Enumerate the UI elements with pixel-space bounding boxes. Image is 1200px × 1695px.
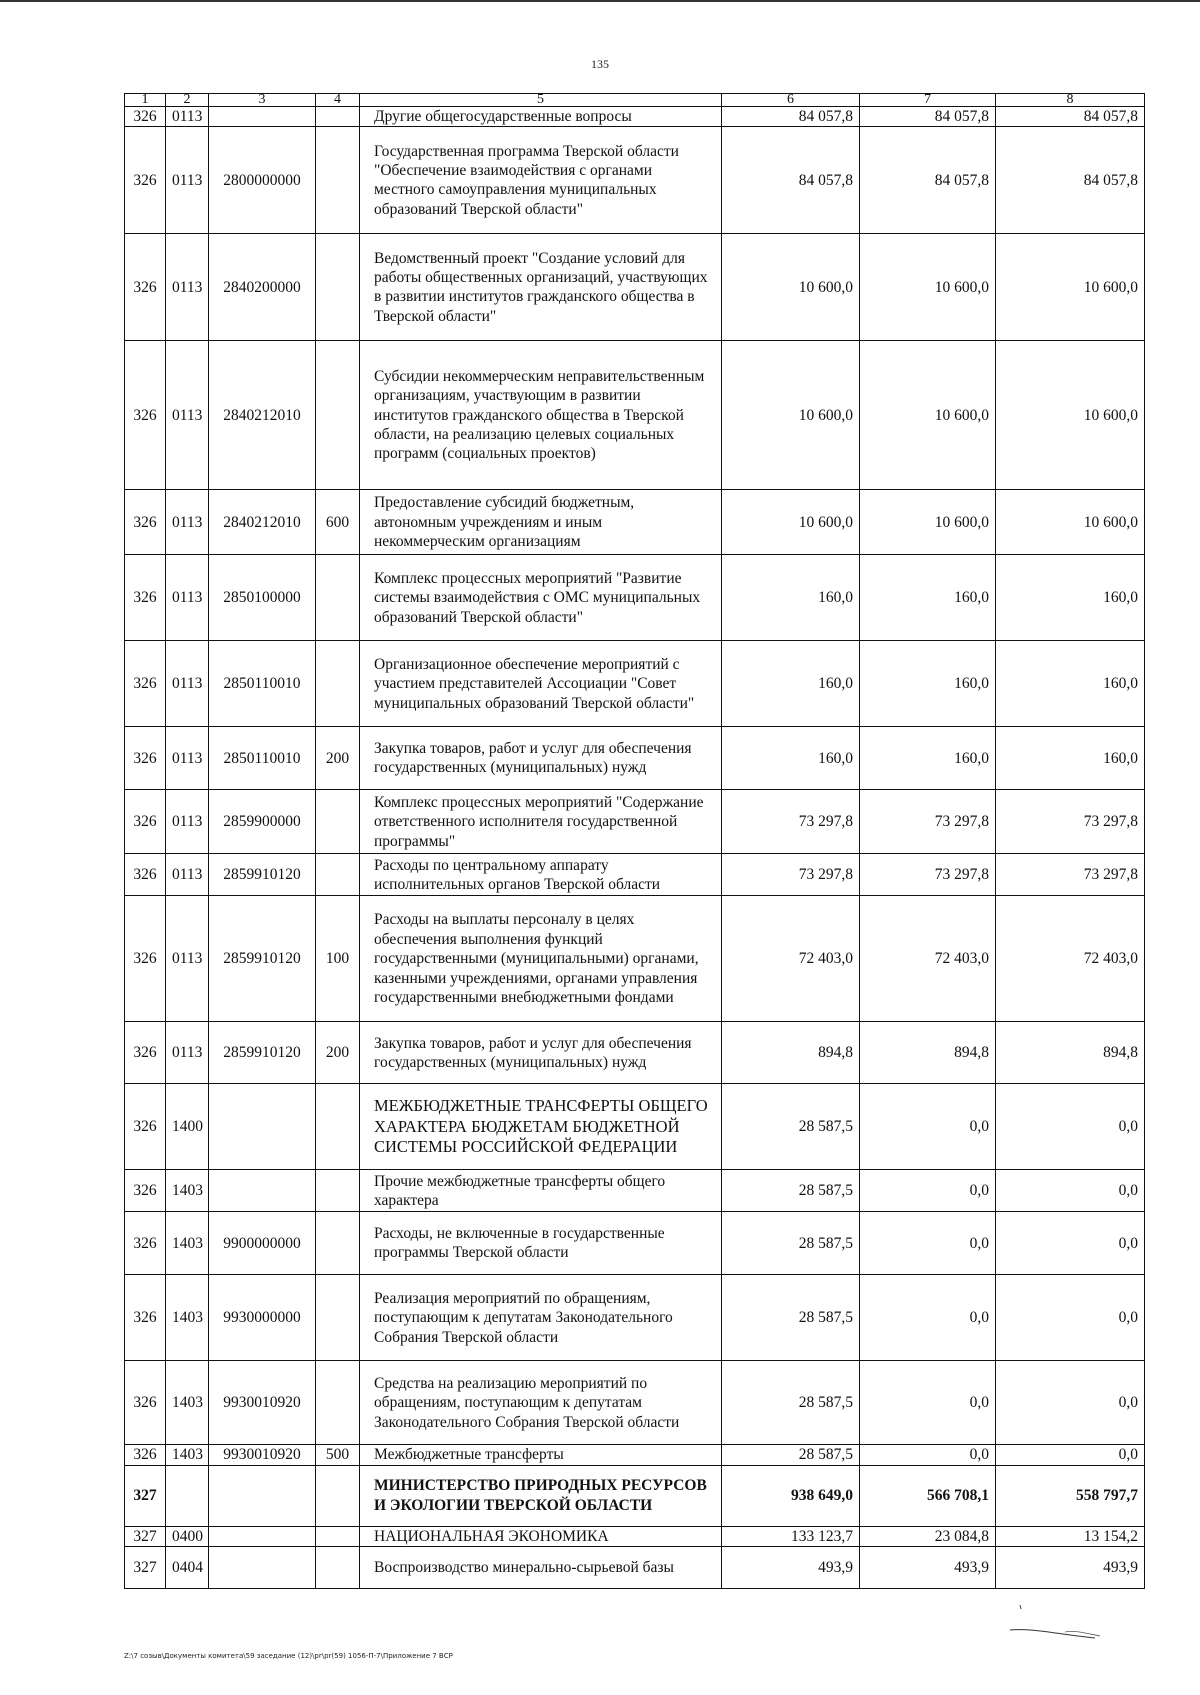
target-code-cell	[209, 1526, 316, 1546]
section-code-cell: 0400	[166, 1526, 209, 1546]
description-cell: Расходы, не включенные в государственные программы Тверской области	[360, 1212, 722, 1275]
expense-type-cell	[316, 1084, 360, 1170]
target-code-cell: 2840200000	[209, 234, 316, 341]
table-row	[125, 234, 1145, 341]
description-cell: Межбюджетные трансферты	[360, 1445, 722, 1465]
amount-2026-cell: 10 600,0	[860, 490, 996, 555]
table-row	[125, 896, 1145, 1022]
table-row	[125, 1465, 1145, 1526]
ministry-code-cell: 327	[125, 1526, 166, 1546]
section-code-cell: 0113	[166, 234, 209, 341]
expense-type-cell	[316, 1361, 360, 1445]
amount-2027-cell: 13 154,2	[996, 1526, 1145, 1546]
signature-mark	[1005, 1600, 1105, 1640]
amount-2027-cell: 84 057,8	[996, 107, 1145, 127]
amount-2025-cell: 84 057,8	[722, 127, 860, 234]
amount-2026-cell: 73 297,8	[860, 854, 996, 896]
expense-type-cell	[316, 1547, 360, 1589]
amount-2025-cell: 10 600,0	[722, 341, 860, 490]
ministry-code-cell: 326	[125, 107, 166, 127]
target-code-cell: 2859910120	[209, 896, 316, 1022]
table-row	[125, 727, 1145, 790]
table-row	[125, 555, 1145, 641]
target-code-cell: 9930010920	[209, 1445, 316, 1465]
description-cell: Другие общегосударственные вопросы	[360, 107, 722, 127]
section-code-cell: 0113	[166, 727, 209, 790]
amount-2026-cell: 84 057,8	[860, 107, 996, 127]
ministry-code-cell: 326	[125, 1170, 166, 1212]
amount-2025-cell: 938 649,0	[722, 1465, 860, 1526]
description-cell: Расходы на выплаты персоналу в целях обеспечения выполнения функций государственными (муниципальными) органами, казенными учреждениями, органами управления государственными внебюджетными фондами	[360, 896, 722, 1022]
section-code-cell: 0113	[166, 896, 209, 1022]
table-row	[125, 1170, 1145, 1212]
expense-type-cell	[316, 1526, 360, 1546]
amount-2027-cell: 10 600,0	[996, 341, 1145, 490]
description-cell: Закупка товаров, работ и услуг для обеспечения государственных (муниципальных) нужд	[360, 727, 722, 790]
amount-2026-cell: 0,0	[860, 1275, 996, 1361]
description-cell: Прочие межбюджетные трансферты общего характера	[360, 1170, 722, 1212]
ministry-code-cell: 326	[125, 854, 166, 896]
section-code-cell: 1403	[166, 1445, 209, 1465]
target-code-cell: 9930010920	[209, 1361, 316, 1445]
expense-type-cell	[316, 641, 360, 727]
amount-2026-cell: 23 084,8	[860, 1526, 996, 1546]
table-row	[125, 1275, 1145, 1361]
expense-type-cell	[316, 790, 360, 854]
amount-2025-cell: 10 600,0	[722, 234, 860, 341]
amount-2025-cell: 72 403,0	[722, 896, 860, 1022]
amount-2027-cell: 894,8	[996, 1022, 1145, 1084]
amount-2027-cell: 0,0	[996, 1275, 1145, 1361]
description-cell: Средства на реализацию мероприятий по обращениям, поступающим к депутатам Законодательного Собрания Тверской области	[360, 1361, 722, 1445]
ministry-code-cell: 326	[125, 896, 166, 1022]
amount-2026-cell: 894,8	[860, 1022, 996, 1084]
header-cell: 2	[166, 94, 209, 107]
section-code-cell: 0113	[166, 854, 209, 896]
table-row	[125, 490, 1145, 555]
amount-2026-cell: 160,0	[860, 641, 996, 727]
amount-2027-cell: 72 403,0	[996, 896, 1145, 1022]
table-row	[125, 1084, 1145, 1170]
description-cell: Предоставление субсидий бюджетным, автономным учреждениям и иным некоммерческим организациям	[360, 490, 722, 555]
expense-type-cell	[316, 854, 360, 896]
expense-type-cell	[316, 107, 360, 127]
target-code-cell	[209, 1170, 316, 1212]
target-code-cell: 9900000000	[209, 1212, 316, 1275]
amount-2025-cell: 493,9	[722, 1547, 860, 1589]
amount-2025-cell: 160,0	[722, 727, 860, 790]
target-code-cell	[209, 1547, 316, 1589]
amount-2025-cell: 133 123,7	[722, 1526, 860, 1546]
table-row	[125, 854, 1145, 896]
target-code-cell: 2800000000	[209, 127, 316, 234]
amount-2027-cell: 84 057,8	[996, 127, 1145, 234]
ministry-code-cell: 326	[125, 1022, 166, 1084]
expense-type-cell: 500	[316, 1445, 360, 1465]
header-cell: 8	[996, 94, 1145, 107]
ministry-code-cell: 326	[125, 1361, 166, 1445]
target-code-cell: 2850100000	[209, 555, 316, 641]
amount-2026-cell: 0,0	[860, 1212, 996, 1275]
section-code-cell: 1403	[166, 1361, 209, 1445]
description-cell: Реализация мероприятий по обращениям, поступающим к депутатам Законодательного Собрания Тверской области	[360, 1275, 722, 1361]
amount-2026-cell: 84 057,8	[860, 127, 996, 234]
section-code-cell: 0113	[166, 490, 209, 555]
amount-2025-cell: 73 297,8	[722, 854, 860, 896]
expense-type-cell	[316, 234, 360, 341]
amount-2027-cell: 73 297,8	[996, 854, 1145, 896]
target-code-cell	[209, 107, 316, 127]
table-row	[125, 1022, 1145, 1084]
ministry-code-cell: 326	[125, 1212, 166, 1275]
amount-2026-cell: 160,0	[860, 727, 996, 790]
ministry-code-cell: 326	[125, 490, 166, 555]
description-cell: Комплекс процессных мероприятий "Содержание ответственного исполнителя государственной программы"	[360, 790, 722, 854]
section-code-cell: 1400	[166, 1084, 209, 1170]
target-code-cell: 2840212010	[209, 490, 316, 555]
target-code-cell: 2850110010	[209, 641, 316, 727]
expense-type-cell: 200	[316, 727, 360, 790]
description-cell: МИНИСТЕРСТВО ПРИРОДНЫХ РЕСУРСОВ И ЭКОЛОГИИ ТВЕРСКОЙ ОБЛАСТИ	[360, 1465, 722, 1526]
amount-2027-cell: 10 600,0	[996, 234, 1145, 341]
target-code-cell: 2859910120	[209, 854, 316, 896]
amount-2026-cell: 160,0	[860, 555, 996, 641]
ministry-code-cell: 326	[125, 1084, 166, 1170]
target-code-cell: 2840212010	[209, 341, 316, 490]
expense-type-cell: 600	[316, 490, 360, 555]
section-code-cell: 0113	[166, 127, 209, 234]
target-code-cell	[209, 1084, 316, 1170]
description-cell: Комплекс процессных мероприятий "Развитие системы взаимодействия с ОМС муниципальных образований Тверской области"	[360, 555, 722, 641]
amount-2025-cell: 73 297,8	[722, 790, 860, 854]
section-code-cell: 0113	[166, 790, 209, 854]
description-cell: Субсидии некоммерческим неправительственным организациям, участвующим в развитии институтов гражданского общества в Тверской области, на реализацию целевых социальных программ (социальных проектов)	[360, 341, 722, 490]
amount-2027-cell: 0,0	[996, 1361, 1145, 1445]
amount-2027-cell: 0,0	[996, 1170, 1145, 1212]
header-cell: 1	[125, 94, 166, 107]
section-code-cell: 0113	[166, 341, 209, 490]
amount-2026-cell: 566 708,1	[860, 1465, 996, 1526]
amount-2027-cell: 10 600,0	[996, 490, 1145, 555]
section-code-cell: 0113	[166, 107, 209, 127]
ministry-code-cell: 326	[125, 555, 166, 641]
table-row	[125, 1526, 1145, 1546]
amount-2025-cell: 160,0	[722, 641, 860, 727]
ministry-code-cell: 326	[125, 234, 166, 341]
header-cell: 4	[316, 94, 360, 107]
amount-2026-cell: 0,0	[860, 1361, 996, 1445]
description-cell: Воспроизводство минерально-сырьевой базы	[360, 1547, 722, 1589]
table-row	[125, 790, 1145, 854]
amount-2025-cell: 84 057,8	[722, 107, 860, 127]
expense-type-cell	[316, 1465, 360, 1526]
table-row	[125, 107, 1145, 127]
target-code-cell: 2859900000	[209, 790, 316, 854]
expense-type-cell	[316, 341, 360, 490]
expense-type-cell	[316, 1212, 360, 1275]
amount-2027-cell: 558 797,7	[996, 1465, 1145, 1526]
description-cell: Ведомственный проект "Создание условий для работы общественных организаций, участвующих в развитии институтов гражданского общества в Тверской области"	[360, 234, 722, 341]
section-code-cell: 0113	[166, 1022, 209, 1084]
section-code-cell: 1403	[166, 1170, 209, 1212]
ministry-code-cell: 326	[125, 341, 166, 490]
amount-2026-cell: 73 297,8	[860, 790, 996, 854]
description-cell: МЕЖБЮДЖЕТНЫЕ ТРАНСФЕРТЫ ОБЩЕГО ХАРАКТЕРА БЮДЖЕТАМ БЮДЖЕТНОЙ СИСТЕМЫ РОССИЙСКОЙ ФЕДЕРАЦИИ	[360, 1084, 722, 1170]
budget-table	[124, 93, 1145, 1589]
amount-2025-cell: 28 587,5	[722, 1212, 860, 1275]
amount-2026-cell: 0,0	[860, 1445, 996, 1465]
table-row	[125, 1547, 1145, 1589]
description-cell: Организационное обеспечение мероприятий с участием представителей Ассоциации "Совет муниципальных образований Тверской области"	[360, 641, 722, 727]
amount-2027-cell: 73 297,8	[996, 790, 1145, 854]
amount-2027-cell: 0,0	[996, 1445, 1145, 1465]
footer-file-path: Z:\7 созыв\Документы комитета\59 заседание (12)\pr\pr(59) 1056-П-7\Приложение 7 ВСР	[124, 1652, 453, 1660]
ministry-code-cell: 326	[125, 1275, 166, 1361]
ministry-code-cell: 326	[125, 727, 166, 790]
amount-2025-cell: 10 600,0	[722, 490, 860, 555]
ministry-code-cell: 327	[125, 1547, 166, 1589]
description-cell: Закупка товаров, работ и услуг для обеспечения государственных (муниципальных) нужд	[360, 1022, 722, 1084]
header-cell: 5	[360, 94, 722, 107]
header-row	[125, 94, 1145, 107]
amount-2025-cell: 28 587,5	[722, 1170, 860, 1212]
target-code-cell: 2850110010	[209, 727, 316, 790]
amount-2025-cell: 160,0	[722, 555, 860, 641]
ministry-code-cell: 326	[125, 790, 166, 854]
page-number: 135	[591, 57, 609, 71]
section-code-cell: 1403	[166, 1275, 209, 1361]
description-cell: Расходы по центральному аппарату исполнительных органов Тверской области	[360, 854, 722, 896]
expense-type-cell	[316, 127, 360, 234]
section-code-cell: 0404	[166, 1547, 209, 1589]
expense-type-cell: 100	[316, 896, 360, 1022]
section-code-cell: 0113	[166, 641, 209, 727]
amount-2026-cell: 0,0	[860, 1084, 996, 1170]
target-code-cell: 2859910120	[209, 1022, 316, 1084]
amount-2026-cell: 72 403,0	[860, 896, 996, 1022]
table-row	[125, 1445, 1145, 1465]
section-code-cell: 0113	[166, 555, 209, 641]
amount-2025-cell: 28 587,5	[722, 1275, 860, 1361]
amount-2027-cell: 493,9	[996, 1547, 1145, 1589]
amount-2026-cell: 10 600,0	[860, 341, 996, 490]
ministry-code-cell: 326	[125, 1445, 166, 1465]
expense-type-cell: 200	[316, 1022, 360, 1084]
amount-2027-cell: 0,0	[996, 1084, 1145, 1170]
top-border-line	[0, 0, 1200, 2]
amount-2026-cell: 0,0	[860, 1170, 996, 1212]
amount-2026-cell: 493,9	[860, 1547, 996, 1589]
target-code-cell	[209, 1465, 316, 1526]
table-row	[125, 127, 1145, 234]
ministry-code-cell: 326	[125, 127, 166, 234]
header-cell: 7	[860, 94, 996, 107]
amount-2025-cell: 28 587,5	[722, 1084, 860, 1170]
ministry-code-cell: 327	[125, 1465, 166, 1526]
table-row	[125, 341, 1145, 490]
description-cell: Государственная программа Тверской области "Обеспечение взаимодействия с органами местного самоуправления муниципальных образований Тверской области"	[360, 127, 722, 234]
section-code-cell	[166, 1465, 209, 1526]
section-code-cell: 1403	[166, 1212, 209, 1275]
expense-type-cell	[316, 555, 360, 641]
amount-2027-cell: 0,0	[996, 1212, 1145, 1275]
header-cell: 3	[209, 94, 316, 107]
table-row	[125, 641, 1145, 727]
table-row	[125, 1361, 1145, 1445]
expense-type-cell	[316, 1170, 360, 1212]
amount-2025-cell: 28 587,5	[722, 1361, 860, 1445]
table-row	[125, 1212, 1145, 1275]
amount-2026-cell: 10 600,0	[860, 234, 996, 341]
amount-2025-cell: 28 587,5	[722, 1445, 860, 1465]
amount-2027-cell: 160,0	[996, 641, 1145, 727]
target-code-cell: 9930000000	[209, 1275, 316, 1361]
amount-2025-cell: 894,8	[722, 1022, 860, 1084]
header-cell: 6	[722, 94, 860, 107]
amount-2027-cell: 160,0	[996, 727, 1145, 790]
ministry-code-cell: 326	[125, 641, 166, 727]
expense-type-cell	[316, 1275, 360, 1361]
amount-2027-cell: 160,0	[996, 555, 1145, 641]
description-cell: НАЦИОНАЛЬНАЯ ЭКОНОМИКА	[360, 1526, 722, 1546]
